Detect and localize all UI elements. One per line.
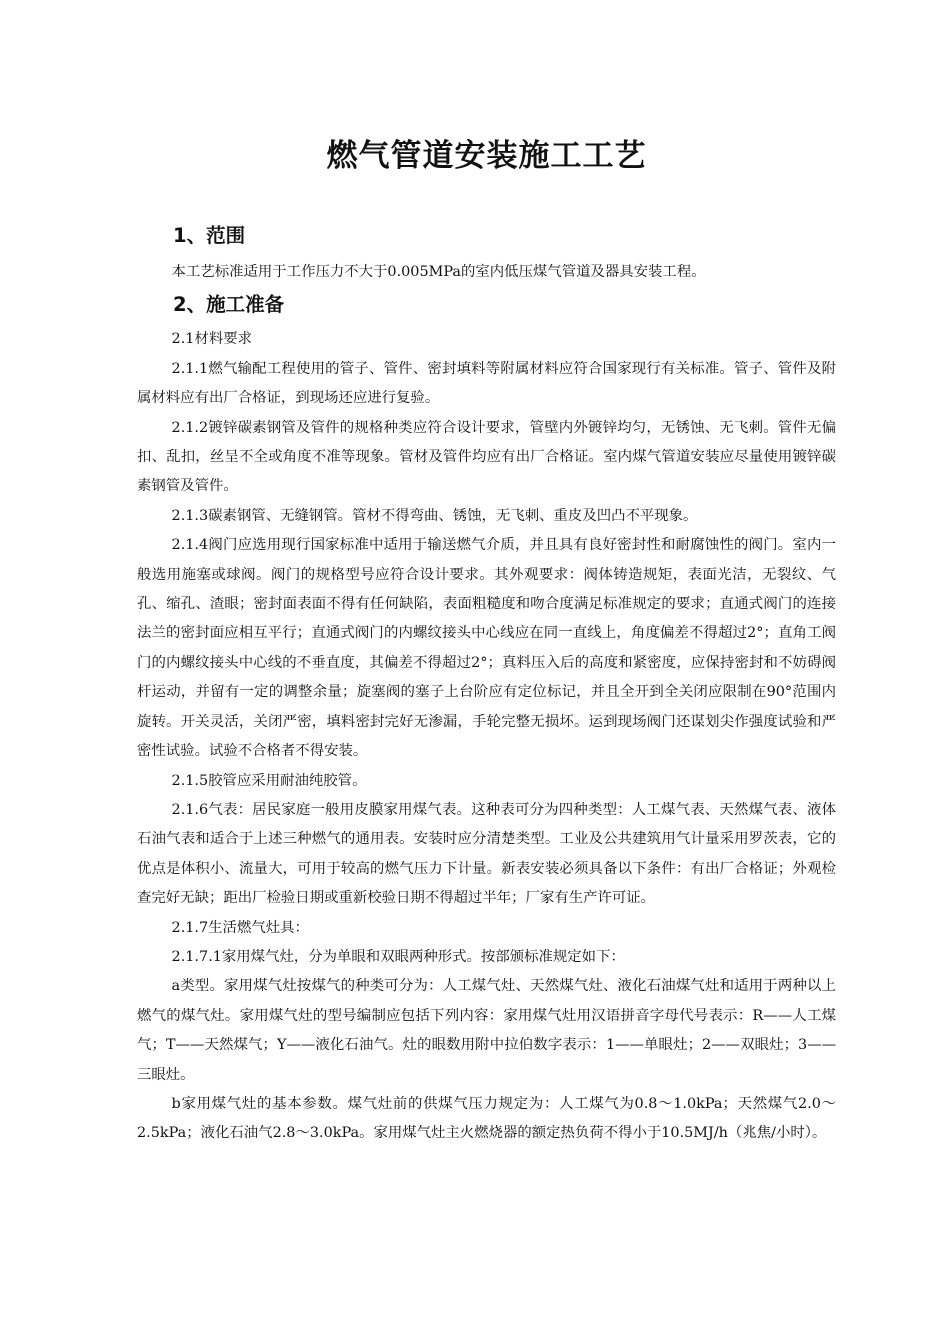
paragraph-2-1-3: 2.1.3碳素钢管、无缝钢管。管材不得弯曲、锈蚀，无飞刺、重皮及凹凸不平现象。 [171, 507, 698, 524]
paragraph-2-1-2: 2.1.2镀锌碳素钢管及管件的规格种类应符合设计要求，管壁内外镀锌均匀，无锈蚀、无飞刺。管件无偏扣、乱扣，丝呈不全或角度不准等现象。管材及管件均应有出厂合格证。室内煤气管道安装应尽量使用镀锌碳素钢管及管件。 [137, 419, 836, 495]
paragraph-2-1-6: 2.1.6气表：居民家庭一般用皮膜家用煤气表。这种表可分为四种类型：人工煤气表、天然煤气表、液体石油气表和适合于上述三种燃气的通用表。安装时应分清楚类型。工业及公共建筑用气计量采用罗茨表，它的优点是体积小、流量大，可用于较高的燃气压力下计量。新表安装必须具备以下条件：有出厂合格证；外观检查完好无缺；距出厂检验日期或重新校验日期不得超过半年；厂家有生产许可证。 [137, 801, 836, 907]
section-heading-scope: 1、范围 [173, 224, 246, 247]
paragraph-2-1-7-1: 2.1.7.1家用煤气灶，分为单眼和双眼两种形式。按部颁标准规定如下： [171, 948, 625, 965]
scope-paragraph: 本工艺标准适用于工作压力不大于0.005MPa的室内低压煤气管道及器具安装工程。 [171, 264, 706, 280]
document-title: 燃气管道安装施工工艺 [326, 138, 647, 174]
paragraph-2-1-4: 2.1.4阀门应选用现行国家标准中适用于输送燃气介质，并且具有良好密封性和耐腐蚀性的阀门。室内一般选用施塞或球阀。阀门的规格型号应符合设计要求。其外观要求：阀体铸造规矩，表面光洁，无裂纹、气孔、缩孔、渣眼；密封面表面不得有任何缺陷，表面粗糙度和吻合度满足标准规定的要求；直通式阀门的连接法兰的密封面应相互平行；直通式阀门的内螺纹接头中心线应在同一直线上，角度偏差不得超过2°；直角工阀门的内螺纹接头中心线的不垂直度，其偏差不得超过2°；真料压入后的高度和紧密度，应保持密封和不妨碍阀杆运动，并留有一定的调整余量；旋塞阀的塞子上台阶应有定位标记，并且全开到全关闭应限制在90°范围内旋转。开关灵活，关闭严密，填料密封完好无渗漏，手轮完整无损坏。运到现场阀门还谋划尖作强度试验和严密性试验。试验不合格者不得安装。 [137, 537, 836, 760]
document-page [137, 120, 836, 1149]
paragraph-item-b: b家用煤气灶的基本参数。煤气灶前的供煤气压力规定为：人工煤气为0.8～1.0kPa；天然煤气2.0～2.5kPa；液化石油气2.8～3.0kPa。家用煤气灶主火燃烧器的额定热负荷不得小于10.5MJ/h（兆焦/小时）。 [137, 1095, 836, 1142]
paragraph-2-1-1: 2.1.1燃气输配工程使用的管子、管件、密封填料等附属材料应符合国家现行有关标准。管子、管件及附属材料应有出厂合格证，到现场还应进行复验。 [137, 360, 836, 407]
paragraph-2-1-7: 2.1.7生活燃气灶具： [171, 919, 309, 936]
paragraph-2-1: 2.1材料要求 [171, 331, 252, 348]
paragraph-2-1-5: 2.1.5胶管应采用耐油纯胶管。 [171, 772, 367, 789]
paragraph-item-a: a类型。家用煤气灶按煤气的种类可分为：人工煤气灶、天然煤气灶、液化石油煤气灶和适用于两种以上燃气的煤气灶。家用煤气灶的型号编制应包括下列内容：家用煤气灶用汉语拼音字母代号表示：R——人工煤气；T——天然煤气；Y——液化石油气。灶的眼数用附中拉伯数字表示：1——单眼灶；2——双眼灶；3——三眼灶。 [137, 978, 836, 1083]
section-heading-preparation: 2、施工准备 [173, 293, 285, 317]
